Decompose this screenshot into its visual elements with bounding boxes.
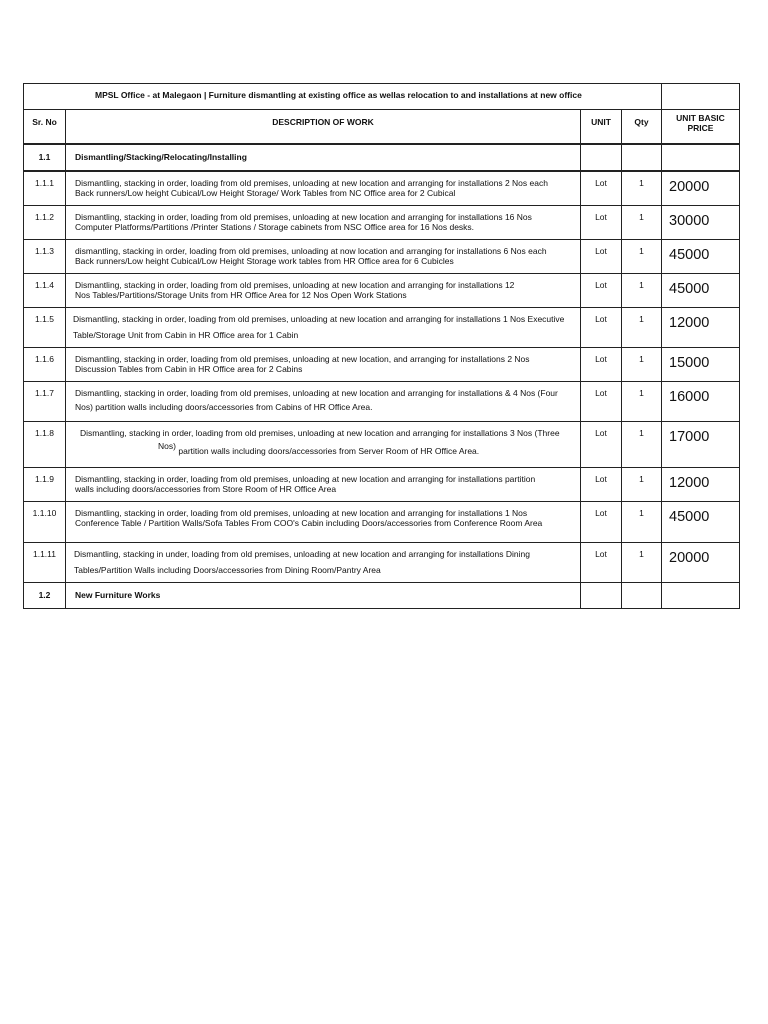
description-line: Dismantling, stacking in under, loading from old premises, unloading at new location and arranging for installations Dining (74, 548, 530, 559)
description-cell (66, 347, 581, 381)
unit-value: Lot (595, 507, 607, 518)
header-unit: UNIT (591, 117, 611, 127)
description-cell (66, 239, 581, 273)
section-blank-price (662, 144, 740, 171)
unit-value: Lot (595, 178, 607, 188)
price-value: 12000 (669, 314, 710, 331)
price-value: 45000 (669, 280, 710, 297)
description-cell (66, 421, 581, 467)
table-row (24, 421, 740, 467)
price-cell (662, 239, 740, 273)
unit-value: Lot (595, 353, 607, 364)
sr-number: 1.1.8 (35, 427, 54, 438)
qty-value: 1 (639, 473, 644, 484)
title-row (24, 84, 740, 110)
table-row (24, 501, 740, 542)
sr-number: 1.1.2 (35, 211, 54, 222)
qty-value: 1 (639, 507, 644, 518)
header-price-line1: UNIT BASIC (676, 113, 725, 123)
table-title: MPSL Office - at Malegaon | Furniture dismantling at existing office as wellas relocation to and installations at new office (95, 90, 582, 100)
unit-cell (581, 239, 622, 273)
sr-cell (24, 501, 66, 542)
header-sr-cell (24, 110, 66, 145)
section-row (24, 582, 740, 608)
table-row (24, 273, 740, 307)
unit-value: Lot (595, 387, 607, 398)
qty-cell (622, 421, 662, 467)
header-qty: Qty (634, 117, 649, 127)
qty-value: 1 (639, 178, 644, 188)
table-title-blank (662, 84, 740, 110)
qty-value: 1 (639, 279, 644, 290)
price-value: 12000 (669, 474, 710, 491)
section-row (24, 144, 740, 171)
description-cell (66, 501, 581, 542)
header-row (24, 110, 740, 145)
price-value: 16000 (669, 388, 710, 405)
price-cell (662, 542, 740, 582)
section-label-cell (66, 144, 581, 171)
unit-cell (581, 205, 622, 239)
section-label: New Furniture Works (75, 589, 161, 600)
description-line: Dismantling, stacking in order, loading from old premises, unloading at new location and arranging for installations 3 Nos (Three (80, 427, 560, 438)
section-sr-cell (24, 144, 66, 171)
section-blank-unit (581, 144, 622, 171)
unit-cell (581, 171, 622, 205)
unit-cell (581, 307, 622, 347)
description-cell (66, 542, 581, 582)
unit-cell (581, 542, 622, 582)
description-line: Back runners/Low height Cubical/Low Height Storage/ Work Tables from NC Office area for 2 Cubical (75, 188, 456, 198)
description-line: dismantling, stacking in order, loading from old premises, unloading at now location and arranging for installations 6 Nos each (75, 245, 547, 256)
table-row (24, 239, 740, 273)
description-cell (66, 205, 581, 239)
qty-value: 1 (639, 427, 644, 438)
price-value: 15000 (669, 354, 710, 371)
qty-cell (622, 239, 662, 273)
price-value: 20000 (669, 179, 710, 195)
section-blank-qty (622, 144, 662, 171)
description-line: Discussion Tables from Cabin in HR Office area for 2 Cabins (75, 363, 303, 374)
unit-cell (581, 501, 622, 542)
unit-value: Lot (595, 473, 607, 484)
unit-cell (581, 421, 622, 467)
unit-value: Lot (595, 313, 607, 324)
price-value: 17000 (669, 428, 710, 445)
qty-value: 1 (639, 245, 644, 256)
price-cell (662, 171, 740, 205)
header-price-line2: PRICE (687, 123, 714, 133)
price-value: 20000 (669, 549, 710, 566)
unit-cell (581, 347, 622, 381)
description-cell (66, 467, 581, 501)
qty-cell (622, 542, 662, 582)
sr-number: 1.1.7 (35, 387, 54, 398)
section-number: 1.2 (38, 589, 51, 600)
price-cell (662, 205, 740, 239)
sr-number: 1.1.1 (35, 178, 54, 188)
sr-cell (24, 381, 66, 421)
sr-number: 1.1.3 (35, 245, 54, 256)
price-cell (662, 501, 740, 542)
description-line-lead: Nos) (158, 440, 176, 451)
sr-number: 1.1.10 (32, 507, 57, 518)
header-desc-cell (66, 110, 581, 145)
sr-cell (24, 542, 66, 582)
description-line: Dismantling, stacking in order, loading from old premises, unloading at new location and arranging for installations partition (75, 473, 536, 484)
description-line: Conference Table / Partition Walls/Sofa Tables From COO's Cabin including Doors/accessories from Conference Room Area (75, 517, 543, 528)
description-line: Dismantling, stacking in order, loading from old premises, unloading at new location, and arranging for installations 2 Nos (75, 353, 530, 364)
description-cell (66, 273, 581, 307)
unit-value: Lot (595, 279, 607, 290)
qty-value: 1 (639, 313, 644, 324)
qty-value: 1 (639, 548, 644, 559)
qty-cell (622, 205, 662, 239)
sr-cell (24, 273, 66, 307)
sr-cell (24, 307, 66, 347)
unit-value: Lot (595, 548, 607, 559)
description-line: partition walls including doors/accessories from Server Room of HR Office Area. (178, 445, 480, 456)
sr-cell (24, 171, 66, 205)
header-qty-cell (622, 110, 662, 145)
price-cell (662, 467, 740, 501)
description-cell (66, 307, 581, 347)
price-value: 45000 (669, 246, 710, 263)
table-row (24, 347, 740, 381)
section-blank-price (662, 582, 740, 608)
qty-cell (622, 381, 662, 421)
description-line: Tables/Partition Walls including Doors/accessories from Dining Room/Pantry Area (74, 564, 381, 575)
unit-value: Lot (595, 245, 607, 256)
work-table (23, 83, 740, 609)
qty-value: 1 (639, 387, 644, 398)
description-line: Computer Platforms/Partitions /Printer Stations / Storage cabinets from NSC Office area for 16 Nos desks. (75, 221, 475, 232)
section-label-cell (66, 582, 581, 608)
sr-number: 1.1.6 (35, 353, 54, 364)
header-unit-cell (581, 110, 622, 145)
sr-cell (24, 421, 66, 467)
price-cell (662, 347, 740, 381)
description-line: Table/Storage Unit from Cabin in HR Office area for 1 Cabin (73, 329, 299, 340)
unit-cell (581, 467, 622, 501)
sr-cell (24, 347, 66, 381)
qty-value: 1 (639, 353, 644, 364)
table-row (24, 307, 740, 347)
unit-cell (581, 273, 622, 307)
section-blank-unit (581, 582, 622, 608)
qty-cell (622, 171, 662, 205)
price-cell (662, 307, 740, 347)
description-line: Dismantling, stacking in order, loading from old premises, unloading at new location and arranging for installations 2 Nos each (75, 178, 548, 188)
unit-value: Lot (595, 211, 607, 222)
description-line: Dismantling, stacking in order, loading from old premises, unloading at new location and arranging for installations & 4 Nos (Four (75, 387, 558, 398)
sr-cell (24, 239, 66, 273)
sr-number: 1.1.5 (35, 313, 54, 324)
description-line: Dismantling, stacking in order, loading from old premises, unloading at new location and arranging for installations 12 (75, 279, 515, 290)
section-sr-cell (24, 582, 66, 608)
description-cell (66, 381, 581, 421)
sr-cell (24, 205, 66, 239)
section-number: 1.1 (38, 152, 51, 162)
unit-value: Lot (595, 427, 607, 438)
unit-cell (581, 381, 622, 421)
qty-cell (622, 307, 662, 347)
table-row (24, 205, 740, 239)
header-sr: Sr. No (32, 117, 57, 127)
description-line: Nos) partition walls including doors/accessories from Cabins of HR Office Area. (75, 401, 373, 412)
description-line: Back runners/Low height Cubical/Low Height Storage work tables from HR Office area for 6 Cubicles (75, 255, 454, 266)
sr-number: 1.1.9 (35, 473, 54, 484)
price-value: 30000 (669, 212, 710, 229)
description-cell (66, 171, 581, 205)
header-price-cell (662, 110, 740, 145)
table-row (24, 381, 740, 421)
qty-cell (622, 467, 662, 501)
qty-value: 1 (639, 211, 644, 222)
price-cell (662, 273, 740, 307)
description-line: walls including doors/accessories from Store Room of HR Office Area (75, 483, 337, 494)
header-description: DESCRIPTION OF WORK (272, 117, 374, 127)
table-row (24, 171, 740, 205)
sr-number: 1.1.4 (35, 279, 54, 290)
table-title-cell (24, 84, 662, 110)
qty-cell (622, 347, 662, 381)
table-row (24, 467, 740, 501)
section-label: Dismantling/Stacking/Relocating/Installing (75, 152, 247, 162)
description-line: Dismantling, stacking in order, loading from old premises, unloading at new location and arranging for installations 1 Nos Executive (73, 313, 565, 324)
sr-cell (24, 467, 66, 501)
sr-number: 1.1.11 (32, 548, 56, 559)
description-line: Dismantling, stacking in order, loading from old premises, unloading at new location and arranging for installations 16 Nos (75, 211, 532, 222)
table-row (24, 542, 740, 582)
qty-cell (622, 273, 662, 307)
description-line: Nos Tables/Partitions/Storage Units from HR Office Area for 12 Nos Open Work Stations (75, 289, 407, 300)
price-cell (662, 381, 740, 421)
section-blank-qty (622, 582, 662, 608)
price-value: 45000 (669, 508, 710, 525)
description-line: Dismantling, stacking in order, loading from old premises, unloading at new location and arranging for installations 1 Nos (75, 507, 528, 518)
qty-cell (622, 501, 662, 542)
price-cell (662, 421, 740, 467)
